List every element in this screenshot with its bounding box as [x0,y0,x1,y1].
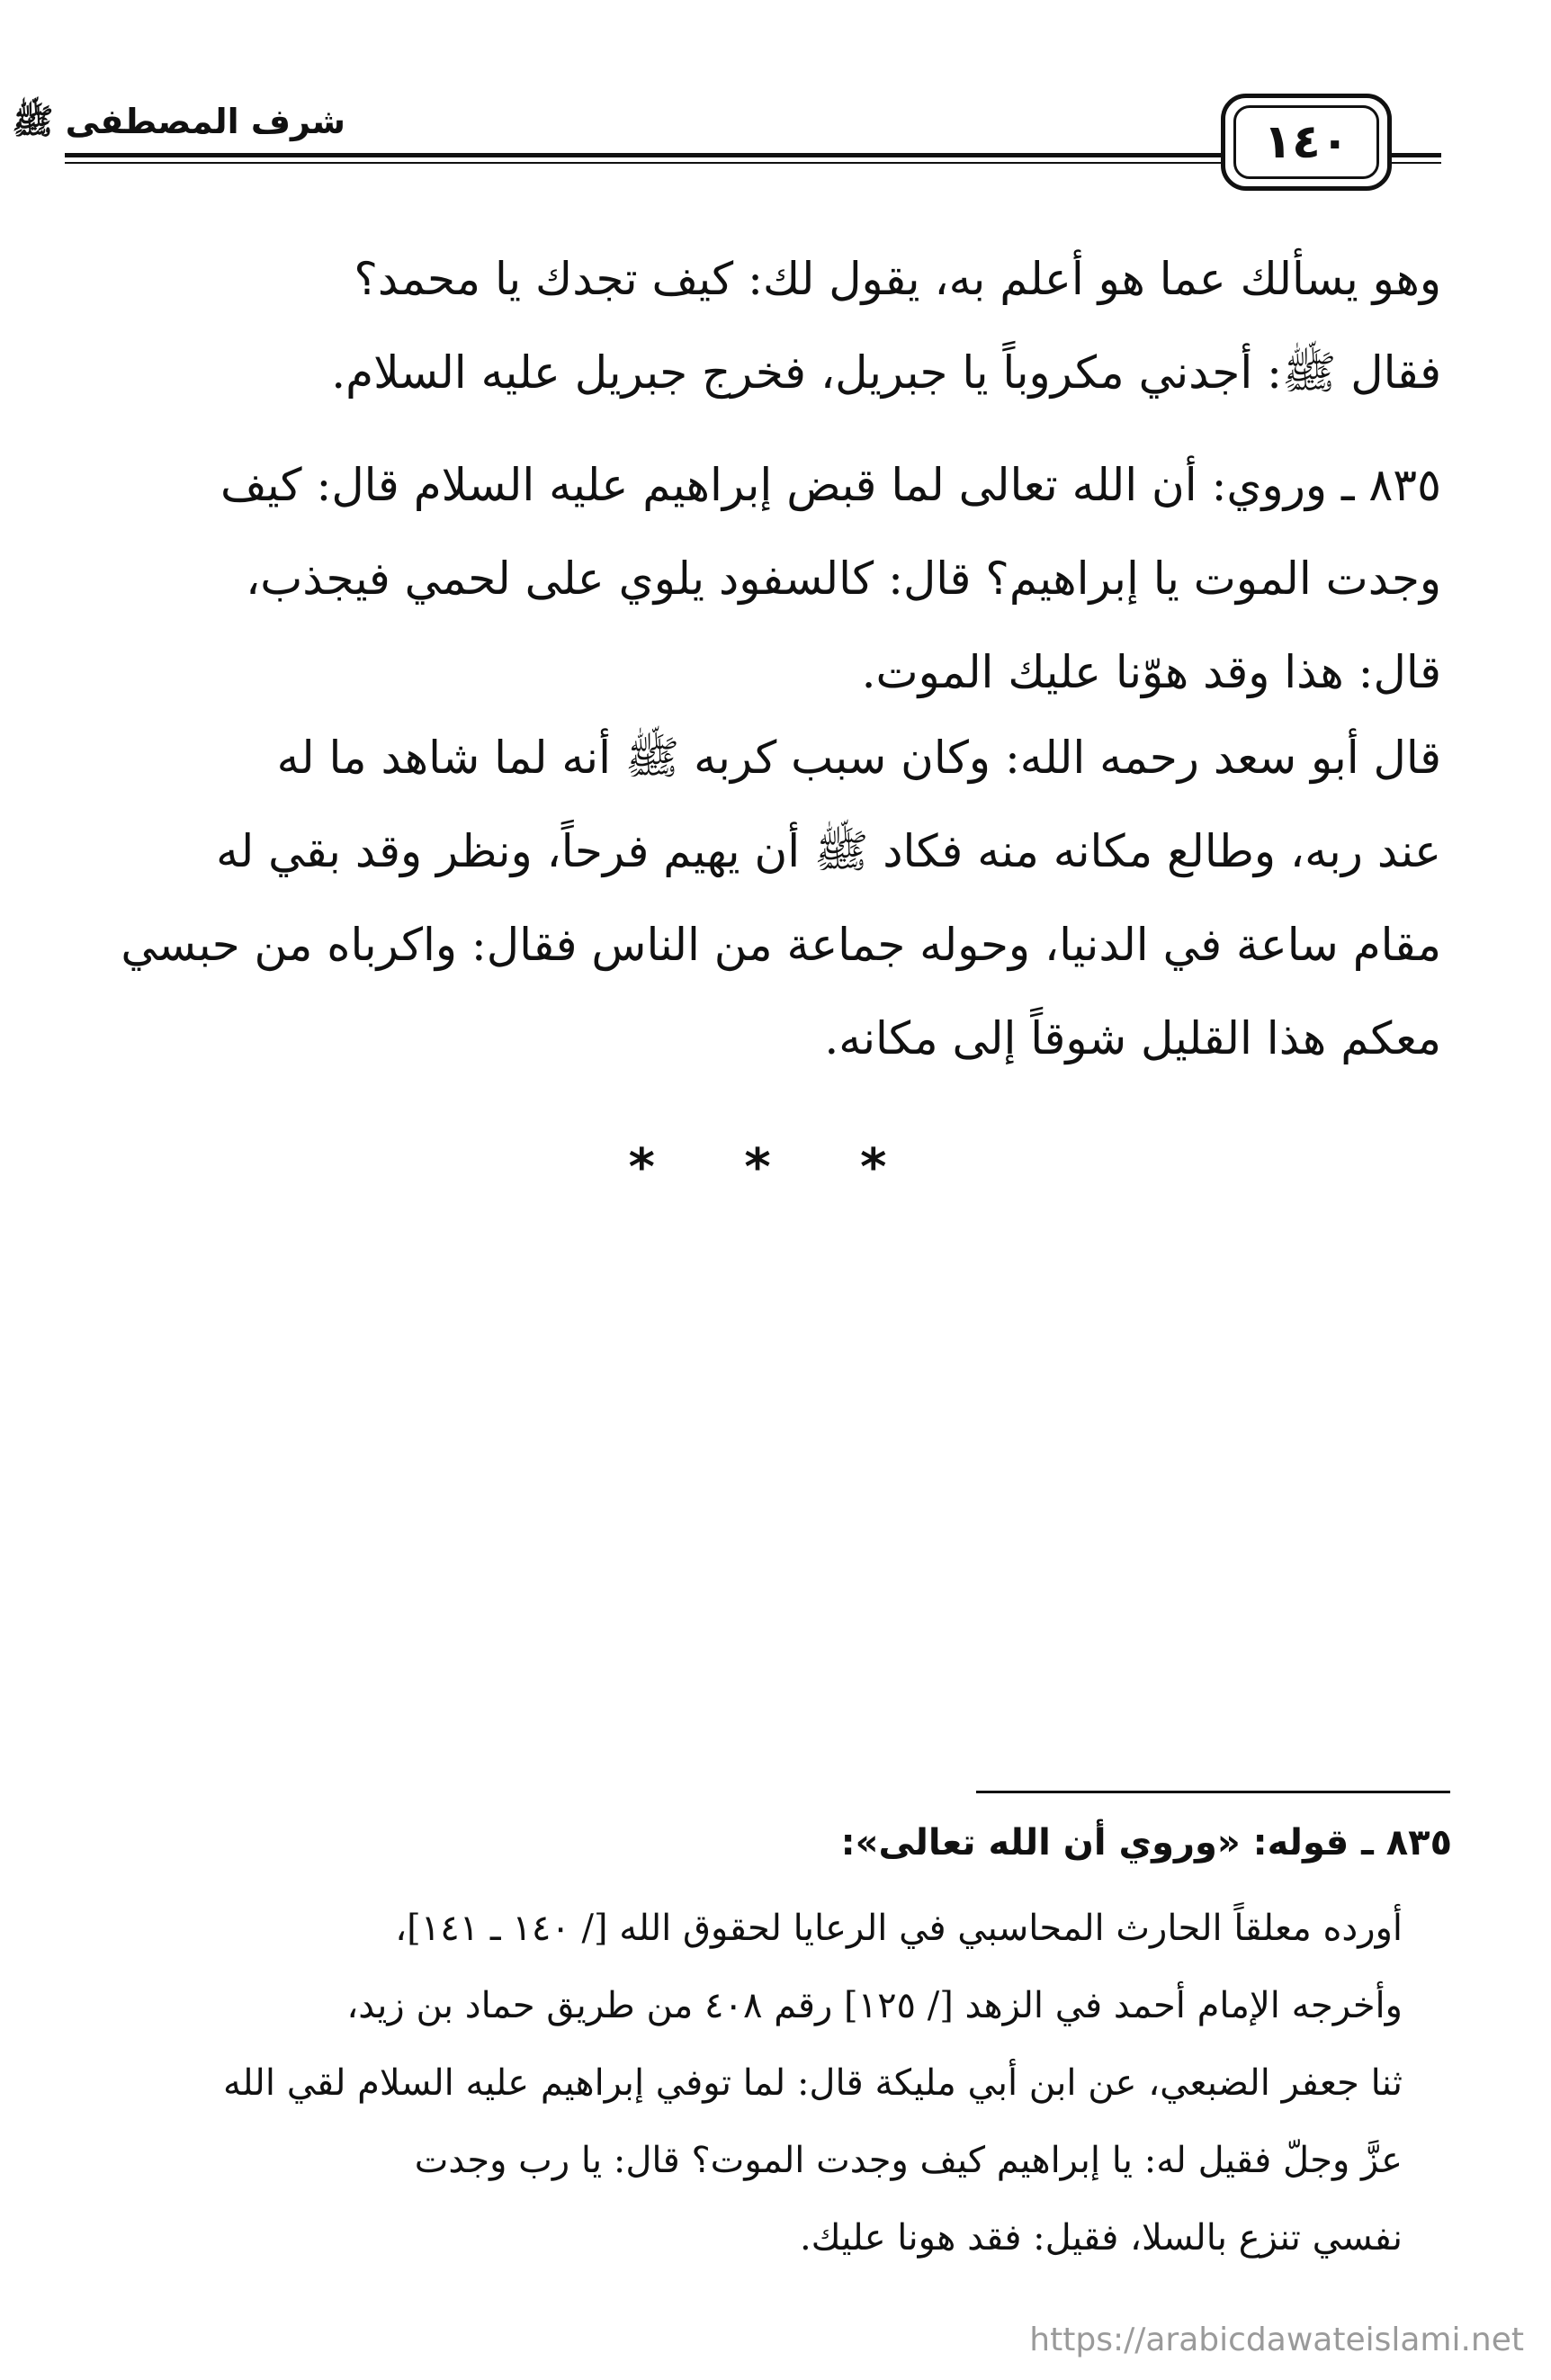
footnote-title: ٨٣٥ ـ قوله: «وروي أن الله تعالى»: [840,1822,1452,1864]
body-paragraph-3 [101,711,1441,1085]
footnote-line: عزَّ وجلّ فقيل له: يا إبراهيم كيف وجدت الموت؟ قال: يا رب وجدت [414,2140,1403,2181]
body-line: قال: هذا وقد هوّنا عليك الموت. [861,646,1441,698]
body-line: عند ربه، وطالع مكانه منه فكاد ﷺ أن يهيم فرحاً، ونظر وقد بقي له [216,825,1441,877]
page-number: ١٤٠ [1233,105,1379,179]
watermark-url: https://arabicdawateislami.net [1029,2322,1524,2358]
footnote-line: وأخرجه الإمام أحمد في الزهد [/ ١٢٥] رقم ٤٠٨ من طريق حماد بن زيد، [346,1985,1403,2026]
body-paragraph-2 [101,438,1441,719]
body-paragraph-1 [101,232,1441,419]
footnote-line: نفسي تنزع بالسلا، فقيل: فقد هونا عليك. [799,2217,1403,2259]
running-header-title: شرف المصطفى ﷺ [12,102,345,141]
page-number-frame [1221,94,1392,191]
footnote-line: أورده معلقاً الحارث المحاسبي في الرعايا لحقوق الله [/ ١٤٠ ـ ١٤١]، [395,1908,1403,1949]
body-line: فقال ﷺ: أجدني مكروباً يا جبريل، فخرج جبريل عليه السلام. [331,346,1441,399]
body-line: مقام ساعة في الدنيا، وحوله جماعة من الناس فقال: واكرباه من حبسي [121,919,1441,971]
body-line: قال أبو سعد رحمه الله: وكان سبب كربه ﷺ أنه لما شاهد ما له [276,732,1441,784]
footnote-body [80,1890,1403,2277]
footnote-line: ثنا جعفر الضبعي، عن ابن أبي مليكة قال: لما توفي إبراهيم عليه السلام لقي الله [222,2062,1403,2104]
section-separator: * * * [628,1138,923,1197]
body-line: وهو يسألك عما هو أعلم به، يقول لك: كيف تجدك يا محمد؟ [354,253,1441,305]
footnote-rule [976,1791,1450,1793]
body-line: ٨٣٥ ـ وروي: أن الله تعالى لما قبض إبراهيم عليه السلام قال: كيف [220,459,1441,511]
body-line: معكم هذا القليل شوقاً إلى مكانه. [824,1012,1441,1064]
body-line: وجدت الموت يا إبراهيم؟ قال: كالسفود يلوي على لحمي فيجذب، [246,552,1441,605]
